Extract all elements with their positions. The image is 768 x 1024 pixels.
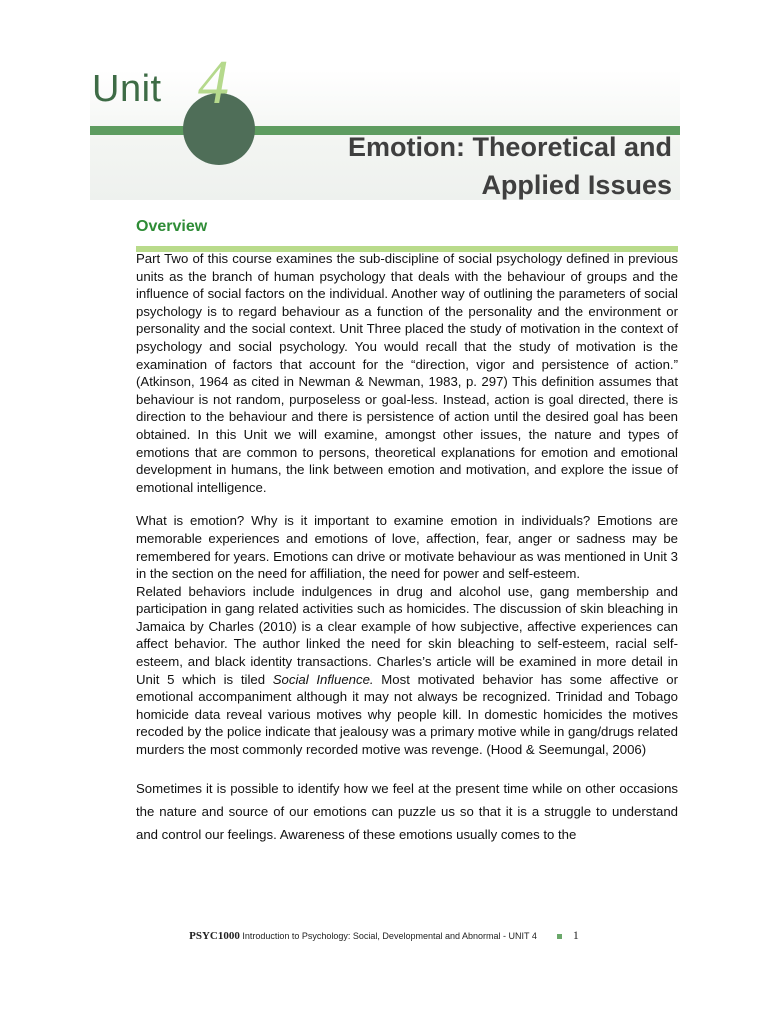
footer-course-title: Introduction to Psychology: Social, Developmental and Abnormal - UNIT 4 bbox=[242, 931, 537, 941]
paragraph-3-italic: Social Influence. bbox=[272, 671, 374, 687]
unit-label: Unit bbox=[92, 68, 162, 110]
unit-number: 4 bbox=[198, 49, 229, 117]
footer-square-icon bbox=[557, 934, 562, 939]
paragraph-2: What is emotion? Why is it important to examine emotion in individuals? Emotions are memorable experiences and emotions of love, affection, fear, anger or sadness may be remembered for years. Emotions can drive or motivate behaviour as was mentioned in Unit 3 in the section on the need for affiliation, the need for power and self-esteem. bbox=[136, 513, 678, 582]
paragraph-3-text-b: Most motivated behavior has some affective or emotional accompaniment although it may not always be recognized. Trinidad and Tobago homicide data reveal various motives why people kill. In domestic homicides the motives recoded by the police indicate that jealousy was a primary motive while in gang/drugs related murders the most commonly recorded motive was revenge. (Hood & Seemungal, 2006) bbox=[136, 671, 678, 758]
paragraph-1: Part Two of this course examines the sub-discipline of social psychology defined in previous units as the branch of human psychology that deals with the behaviour of groups and the influence of social factors on the individual. Another way of outlining the parameters of social psychology is to regard behaviour as a function of the personality and the environment or personality and the social context. Unit Three placed the study of motivation in the context of psychology and social psychology. You would recall that the study of motivation is the examination of factors that account for the “direction, vigor and persistence of action.” (Atkinson, 1964 as cited in Newman & Newman, 1983, p. 297) This definition assumes that behaviour is not random, purposeless or goal-less. Instead, action is goal directed, there is direction to the behaviour and there is persistence of action until the desired goal has been obtained. In this Unit we will examine, amongst other issues, the nature and types of emotions that are common to persons, theoretical explanations for emotion and emotional development in humans, the link between emotion and motivation, and explore the issue of emotional intelligence. bbox=[136, 251, 678, 495]
page-footer bbox=[0, 928, 768, 943]
footer-course-code: PSYC1000 bbox=[189, 930, 240, 942]
paragraph-4: Sometimes it is possible to identify how we feel at the present time while on other occasions the nature and source of our emotions can puzzle us so that it is a struggle to understand and control our feelings. Awareness of these emotions usually comes to the bbox=[136, 780, 678, 842]
paragraph-3 bbox=[136, 583, 678, 759]
chapter-title-line-1: Emotion: Theoretical and bbox=[347, 132, 672, 162]
chapter-title-line-2: Applied Issues bbox=[481, 170, 672, 200]
body-text bbox=[136, 250, 678, 846]
paragraph-3-text-a: Related behaviors include indulgences in drug and alcohol use, gang membership and participation in gang related activities such as homicides. The discussion of skin bleaching in Jamaica by Charles (2010) is a clear example of how subjective, affective experiences can affect behavior. The author linked the need for skin bleaching to self-esteem, racial self-esteem, and black identity transactions. Charles’s article will be examined in more detail in Unit 5 which is tiled bbox=[136, 583, 678, 687]
page-number: 1 bbox=[572, 928, 579, 942]
chapter-title bbox=[252, 128, 672, 204]
overview-heading: Overview bbox=[136, 218, 208, 235]
